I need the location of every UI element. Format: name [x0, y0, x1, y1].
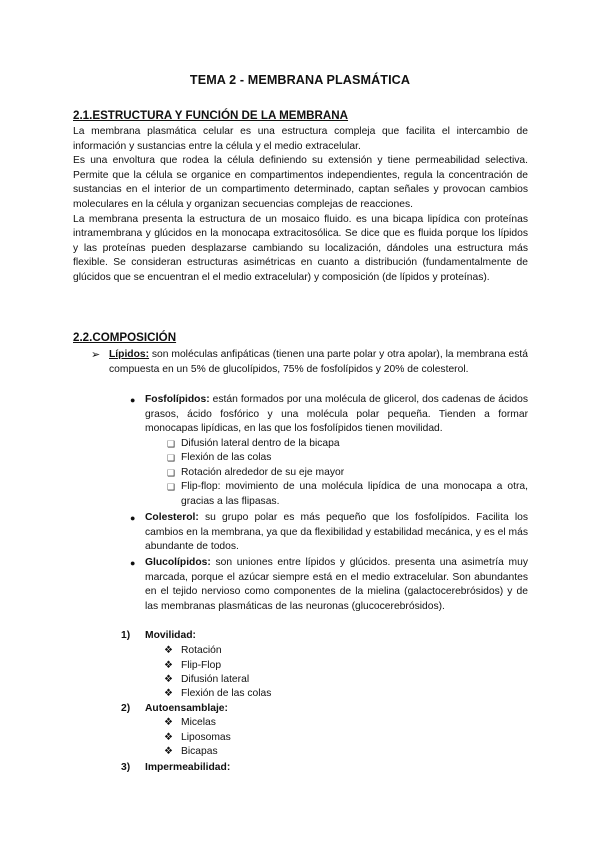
page-title: TEMA 2 - MEMBRANA PLASMÁTICA — [189, 73, 411, 87]
fosfolipidos-paragraph — [145, 393, 528, 437]
section-estructura-body — [73, 125, 528, 286]
autoensamblaje-item: Liposomas — [181, 732, 231, 743]
bullet-dot-icon: ● — [130, 513, 136, 523]
section-heading-estructura: 2.1.ESTRUCTURA Y FUNCIÓN DE LA MEMBRANA — [73, 109, 349, 122]
diamond-bullet-icon: ❖ — [164, 660, 173, 671]
impermeabilidad-label: Impermeabilidad: — [145, 762, 231, 773]
checkbox-square-icon: ❑ — [167, 439, 176, 449]
bullet-dot-icon: ● — [130, 558, 136, 568]
diamond-bullet-icon: ❖ — [164, 688, 173, 699]
diamond-bullet-icon: ❖ — [164, 645, 173, 656]
fosfo-item: Rotación alrededor de su eje mayor — [181, 467, 345, 478]
diamond-bullet-icon: ❖ — [164, 732, 173, 743]
movilidad-item: Rotación — [181, 645, 222, 656]
fosfolipidos-text: están formados por una molécula de glicerol, dos cadenas de ácidos grasos, ácido fosfórico y una molécula polar pequeña. Tienden a formar monocapas lipídicas, en las que los fosfolípidos tienen movilidad. — [145, 394, 528, 435]
movilidad-item: Difusión lateral — [181, 674, 250, 685]
numbered-marker: 3) — [121, 762, 131, 773]
paragraph-envoltura: Es una envoltura que rodea la célula definiendo su extensión y tiene permeabilidad selectiva. Permite que la célula se organice en compartimentos independientes, regula la concentración de sustancias en el interior de un compartimento determinado, captan señales y provocan cambios moleculares en la célula y organizan secuencias complejas de reacciones. — [73, 155, 528, 210]
diamond-bullet-icon: ❖ — [164, 746, 173, 757]
glucolipidos-label: Glucolípidos: — [145, 557, 211, 568]
colesterol-label: Colesterol: — [145, 512, 199, 523]
movilidad-item: Flexión de las colas — [181, 688, 272, 699]
autoensamblaje-item: Micelas — [181, 717, 216, 728]
section-heading-composicion: 2.2.COMPOSICIÓN — [73, 331, 177, 344]
numbered-marker: 2) — [121, 703, 131, 714]
checkbox-square-icon: ❑ — [167, 453, 176, 463]
paragraph-intro: La membrana plasmática celular es una estructura compleja que facilita el intercambio de información y sustancias entre la célula y el medio extracelular. — [73, 126, 528, 152]
diamond-bullet-icon: ❖ — [164, 674, 173, 685]
checkbox-square-icon: ❑ — [167, 482, 176, 492]
bullet-dot-icon: ● — [130, 395, 136, 405]
fosfolipidos-label: Fosfolípidos: — [145, 394, 210, 405]
paragraph-mosaico: La membrana presenta la estructura de un mosaico fluido. es una bicapa lipídica con proteínas intramembrana y glúcidos en la monocapa extracitosólica. Se dice que es fluida porque los lípidos y las proteínas pueden desplazarse cambiando su localización, dándoles una estructura más flexible. Se consideran estructuras asimétricas en cuanto a distribución (fundamentalmente de glúcidos que se encuentran el el medio extracelular) y composición (de lípidos y proteínas). — [73, 213, 528, 283]
movilidad-item: Flip-Flop — [181, 660, 222, 671]
colesterol-paragraph — [145, 511, 528, 555]
numbered-marker: 1) — [121, 630, 131, 641]
checkbox-square-icon: ❑ — [167, 468, 176, 478]
fosfo-item: Flip-flop: movimiento de una molécula lipídica de una monocapa a otra, gracias a las flipasas. — [181, 481, 528, 507]
lipidos-text: son moléculas anfipáticas (tienen una parte polar y otra apolar), la membrana está compuesta en un 5% de glucolípidos, 75% de fosfolípidos y 20% de colesterol. — [109, 349, 528, 375]
arrow-bullet-icon: ➢ — [91, 349, 101, 361]
fosfo-item: Flexión de las colas — [181, 452, 272, 463]
glucolipidos-paragraph — [145, 556, 528, 614]
lipidos-paragraph — [109, 348, 528, 377]
glucolipidos-text: son uniones entre lípidos y glúcidos. presenta una asimetría muy marcada, porque el azúcar siempre está en el medio extracelular. Son abundantes en el tejido nervioso como componentes de la mielina (galactocerebrósidos) y de las membranas plasmáticas de las neuronas (glucocerebrósidos). — [145, 557, 528, 612]
autoensamblaje-label: Autoensamblaje: — [145, 703, 228, 714]
movilidad-label: Movilidad: — [145, 630, 196, 641]
fosfo-item: Difusión lateral dentro de la bicapa — [181, 438, 340, 449]
colesterol-text: su grupo polar es más pequeño que los fosfolípidos. Facilita los cambios en la membrana, ya que da flexibilidad y estabilidad mecánica, y es el más abundante de todos. — [145, 512, 528, 553]
diamond-bullet-icon: ❖ — [164, 717, 173, 728]
autoensamblaje-item: Bicapas — [181, 746, 218, 757]
lipidos-label: Lípidos: — [109, 349, 150, 360]
